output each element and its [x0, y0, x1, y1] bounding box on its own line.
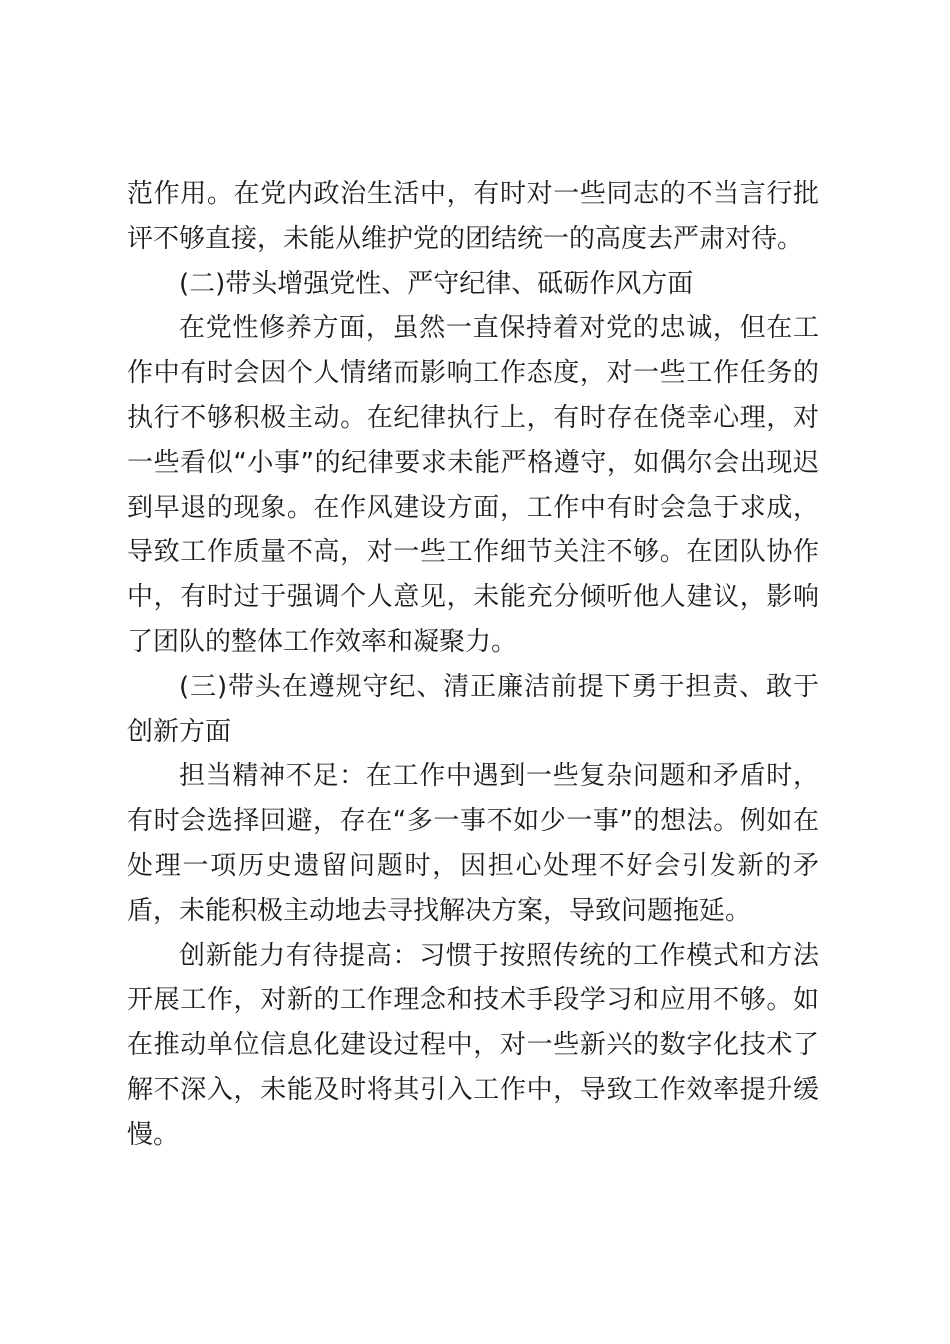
section-heading-3: (三)带头在遵规守纪、清正廉洁前提下勇于担责、敢于创新方面: [127, 671, 819, 747]
paragraph-continuation: 范作用。在党内政治生活中，有时对一些同志的不当言行批评不够直接，未能从维护党的团结统一的高度去严肃对待。: [127, 179, 819, 254]
document-body: [127, 172, 819, 1158]
section-heading-2: (二)带头增强党性、严守纪律、砥砺作风方面: [179, 268, 694, 299]
paragraph-innovation: 创新能力有待提高：习惯于按照传统的工作模式和方法开展工作，对新的工作理念和技术手段学习和应用不够。如在推动单位信息化建设过程中，对一些新兴的数字化技术了解不深入，未能及时将其引入工作中，导致工作效率提升缓慢。: [127, 940, 819, 1150]
paragraph-party-spirit: 在党性修养方面，虽然一直保持着对党的忠诚，但在工作中有时会因个人情绪而影响工作态度，对一些工作任务的执行不够积极主动。在纪律执行上，有时存在侥幸心理，对一些看似“小事”的纪律要求未能严格遵守，如偶尔会出现迟到早退的现象。在作风建设方面，工作中有时会急于求成，导致工作质量不高，对一些工作细节关注不够。在团队协作中，有时过于强调个人意见，未能充分倾听他人建议，影响了团队的整体工作效率和凝聚力。: [127, 313, 819, 657]
paragraph-responsibility: 担当精神不足：在工作中遇到一些复杂问题和矛盾时，有时会选择回避，存在“多一事不如少一事”的想法。例如在处理一项历史遗留问题时，因担心处理不好会引发新的矛盾，未能积极主动地去寻找解决方案，导致问题拖延。: [127, 761, 819, 926]
